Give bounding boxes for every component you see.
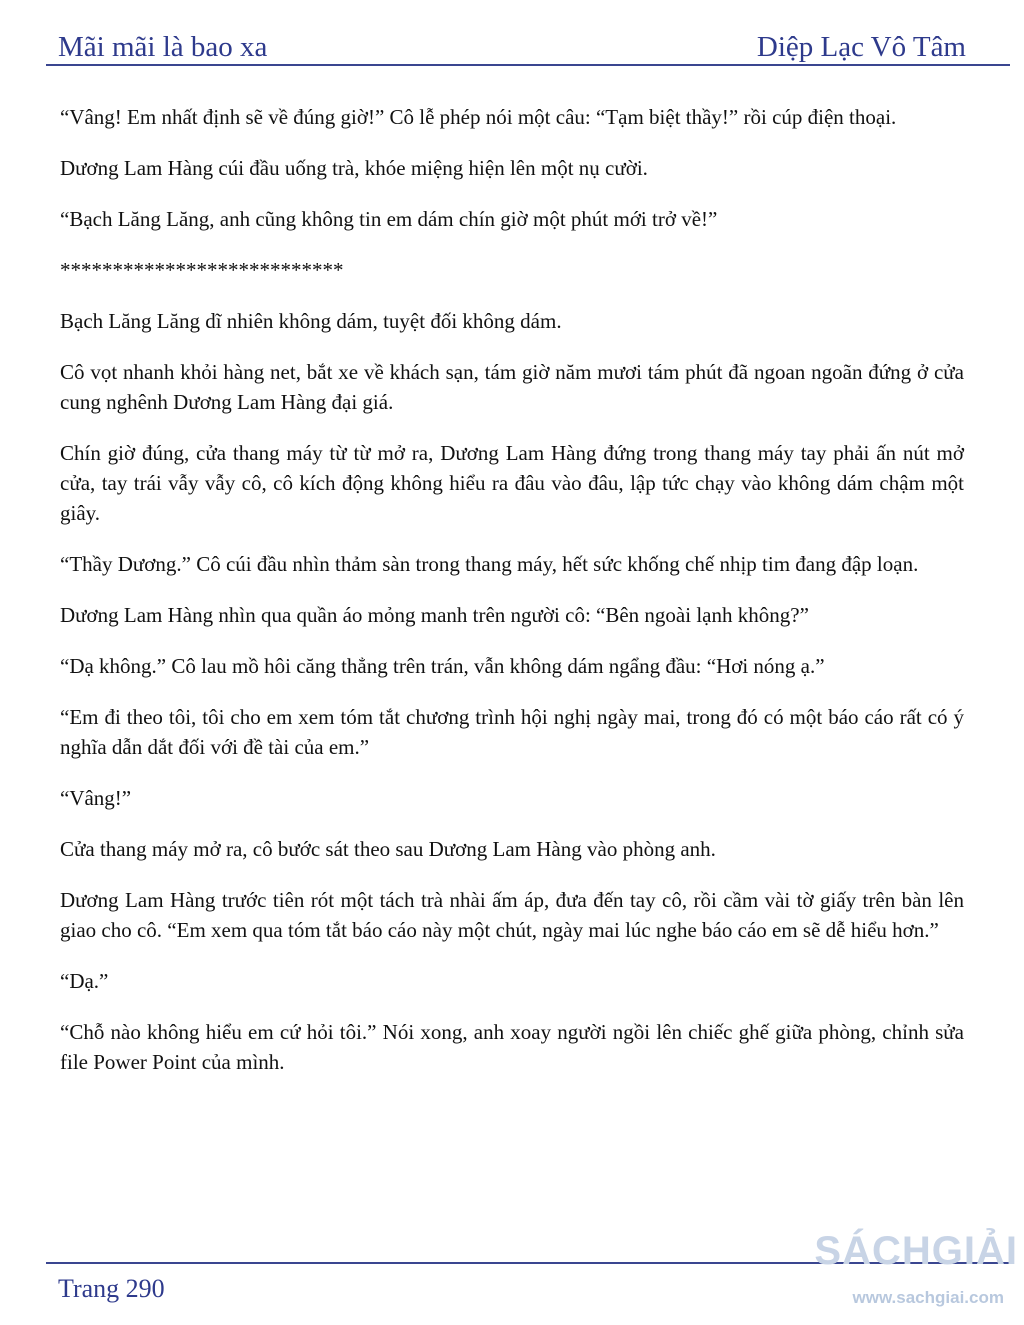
paragraph: “Thầy Dương.” Cô cúi đầu nhìn thảm sàn trong thang máy, hết sức khống chế nhịp tim đang đập loạn.	[60, 552, 919, 576]
paragraph: Cô vọt nhanh khỏi hàng net, bắt xe về khách sạn, tám giờ năm mươi tám phút đã ngoan ngoãn đứng ở cửa cung nghênh Dương Lam Hàng đại giá.	[60, 360, 964, 414]
book-title: Mãi mãi là bao xa	[58, 31, 268, 63]
paragraph: Dương Lam Hàng nhìn qua quần áo mỏng manh trên người cô: “Bên ngoài lạnh không?”	[60, 603, 809, 627]
paragraph: Dương Lam Hàng trước tiên rót một tách trà nhài ấm áp, đưa đến tay cô, rồi cầm vài tờ giấy trên bàn lên giao cho cô. “Em xem qua tóm tắt báo cáo này một chút, ngày mai lúc nghe báo cáo em sẽ dễ hiểu hơn.”	[60, 888, 964, 942]
page-number: Trang 290	[58, 1274, 165, 1303]
paragraph: “Vâng! Em nhất định sẽ về đúng giờ!” Cô lễ phép nói một câu: “Tạm biệt thầy!” rồi cúp điện thoại.	[60, 105, 897, 129]
scene-break: ***************************	[60, 258, 344, 282]
paragraph: Cửa thang máy mở ra, cô bước sát theo sau Dương Lam Hàng vào phòng anh.	[60, 837, 716, 861]
page-body	[60, 102, 964, 1098]
paragraph: “Vâng!”	[60, 786, 132, 810]
paragraph: “Em đi theo tôi, tôi cho em xem tóm tắt chương trình hội nghị ngày mai, trong đó có một báo cáo rất có ý nghĩa dẫn dắt đối với đề tài của em.”	[60, 705, 964, 759]
paragraph: Dương Lam Hàng cúi đầu uống trà, khóe miệng hiện lên một nụ cười.	[60, 156, 648, 180]
page-header	[58, 24, 966, 64]
watermark-url: www.sachgiai.com	[852, 1288, 1004, 1307]
watermark	[808, 1226, 1018, 1322]
header-divider	[46, 64, 1010, 66]
paragraph: Bạch Lăng Lăng dĩ nhiên không dám, tuyệt đối không dám.	[60, 309, 562, 333]
author-name: Diệp Lạc Vô Tâm	[756, 31, 966, 63]
paragraph: “Chỗ nào không hiểu em cứ hỏi tôi.” Nói xong, anh xoay người ngồi lên chiếc ghế giữa phòng, chỉnh sửa file Power Point của mình.	[60, 1020, 964, 1074]
paragraph: “Dạ không.” Cô lau mồ hôi căng thẳng trên trán, vẫn không dám ngẩng đầu: “Hơi nóng ạ.”	[60, 654, 825, 678]
paragraph: “Dạ.”	[60, 969, 109, 993]
paragraph: Chín giờ đúng, cửa thang máy từ từ mở ra, Dương Lam Hàng đứng trong thang máy tay phải ấn nút mở cửa, tay trái vẫy vẫy cô, cô kích động không hiểu ra đâu vào đâu, lập tức chạy vào không dám chậm một giây.	[60, 441, 964, 525]
paragraph: “Bạch Lăng Lăng, anh cũng không tin em dám chín giờ một phút mới trở về!”	[60, 207, 718, 231]
watermark-logo: SÁCHGIẢI	[814, 1229, 1018, 1273]
